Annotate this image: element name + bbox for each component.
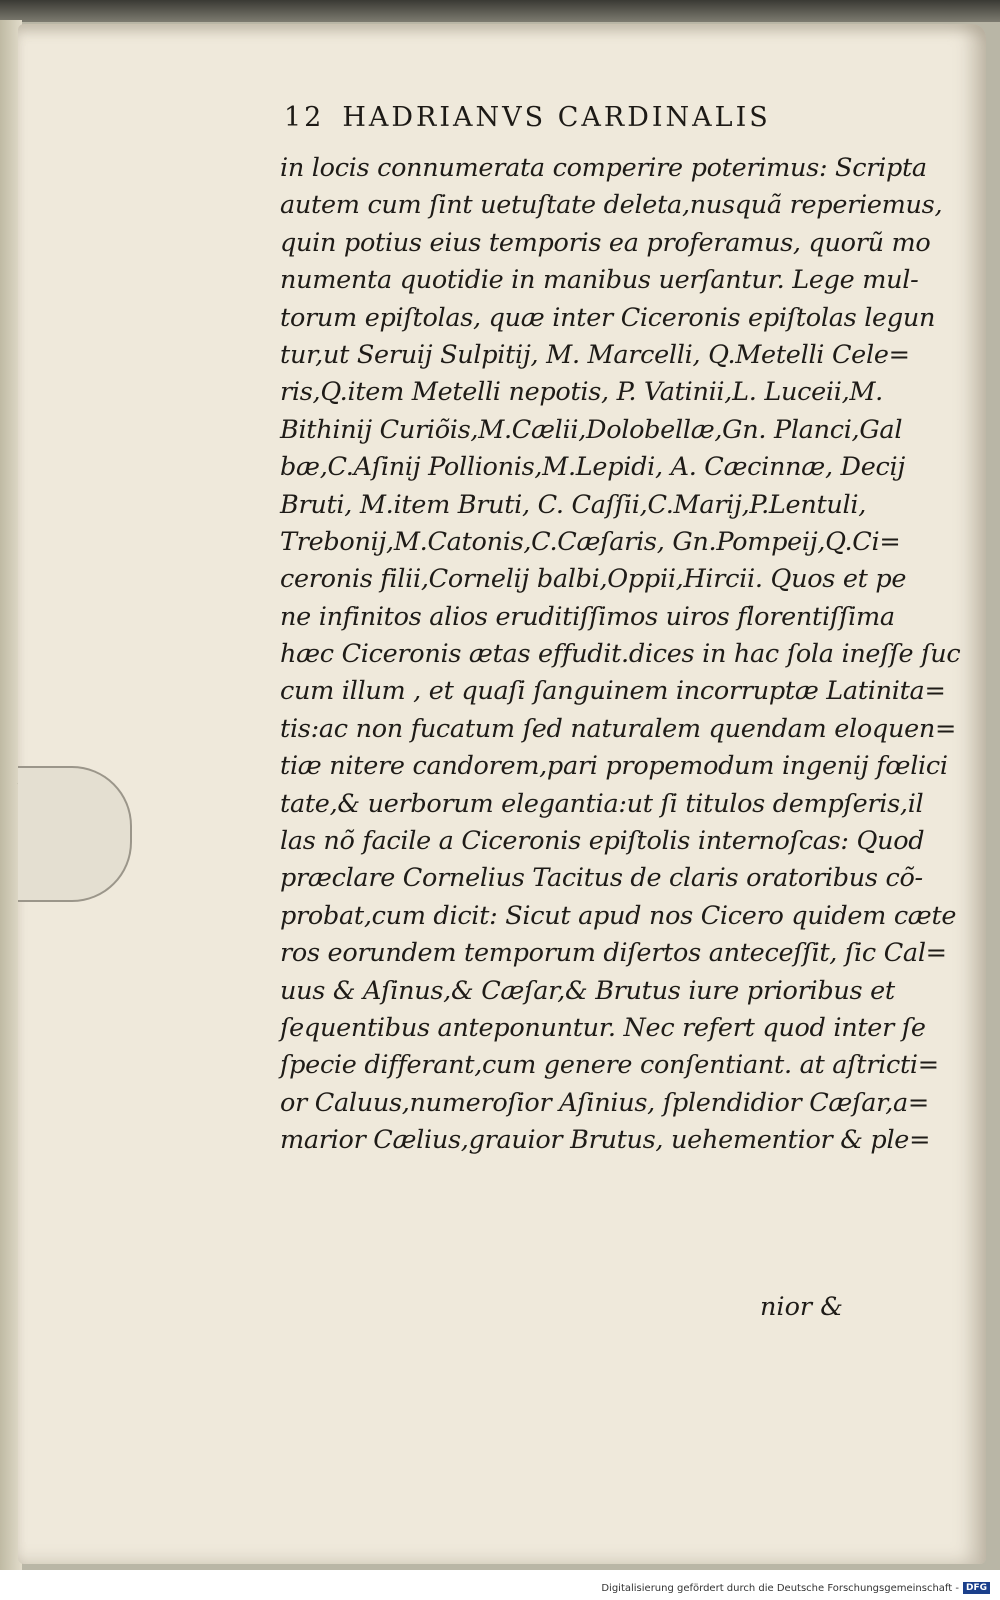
text-line: tate,& uerborum elegantia:ut ſi titulos dempſeris,il [280, 788, 924, 819]
text-line: or Caluus,numeroſior Aſinius, ſplendidior Cæſar,a= [280, 1087, 929, 1118]
text-line: ſpecie differant,cum genere conſentiant. at aſtricti= [280, 1050, 939, 1081]
text-line: præclare Cornelius Tacitus de claris oratoribus cõ- [280, 863, 923, 894]
digitization-credit [601, 1582, 990, 1594]
text-line: tiæ nitere candorem,pari propemodum ingenij fœlici [280, 751, 948, 782]
text-line: ne infinitos alios eruditiſſimos uiros florentiſſima [280, 601, 895, 632]
body-text [280, 150, 961, 1160]
text-line: Bithinij Curiõis,M.Cælii,Dolobellæ,Gn. Planci,Gal [280, 414, 903, 445]
text-line: hæc Ciceronis ætas effudit.dices in hac ſola ineſſe ſuc [280, 639, 961, 670]
text-line: quin potius eius temporis ea proferamus, quorũ mo [280, 227, 931, 258]
running-head [284, 102, 904, 142]
text-line: autem cum ſint uetuſtate deleta,nusquã reperiemus, [280, 190, 943, 221]
text-line: probat,cum dicit: Sicut apud nos Cicero quidem cæte [280, 900, 957, 931]
text-line: tur,ut Seruij Sulpitij, M. Marcelli, Q.Metelli Cele= [280, 339, 910, 370]
text-line: marior Cælius,grauior Brutus, uehementior & ple= [280, 1125, 931, 1156]
text-line: torum epiſtolas, quæ inter Ciceronis epiſtolas legun [280, 302, 936, 333]
page-number: 12 [284, 102, 325, 133]
text-line: uus & Aſinus,& Cæſar,& Brutus iure prioribus et [280, 975, 895, 1006]
text-line: numenta quotidie in manibus uerſantur. Lege mul- [280, 265, 919, 296]
text-line: ceronis filii,Cornelij balbi,Oppii,Hircii. Quos et pe [280, 564, 907, 595]
catchword: nior & [760, 1292, 843, 1322]
scan-top-edge [0, 0, 1000, 22]
credit-text: Digitalisierung gefördert durch die Deutsche Forschungsgemeinschaft - [601, 1582, 959, 1594]
text-line: ris,Q.item Metelli nepotis, P. Vatinii,L. Luceii,M. [280, 377, 883, 408]
text-line: Trebonij,M.Catonis,C.Cæſaris, Gn.Pompeij,Q.Ci= [280, 526, 901, 557]
text-line: ros eorundem temporum diſertos anteceſſit, ſic Cal= [280, 938, 947, 969]
text-line: las nõ facile a Ciceronis epiſtolis internoſcas: Quod [280, 826, 925, 857]
dfg-logo: DFG [963, 1582, 990, 1594]
text-line: ſequentibus anteponuntur. Nec refert quod inter ſe [280, 1012, 926, 1043]
text-line: tis:ac non fucatum ſed naturalem quendam eloquen= [280, 713, 957, 744]
text-line: in locis connumerata comperire poterimus: Scripta [280, 153, 927, 183]
text-line: cum illum , et quaſi ſanguinem incorruptæ Latinita= [280, 676, 946, 707]
text-line: bæ,C.Aſinij Pollionis,M.Lepidi, A. Cæcinnæ, Decij [280, 452, 905, 483]
text-line: Bruti, M.item Bruti, C. Caſſii,C.Marij,P.Lentuli, [280, 489, 867, 520]
running-head-title: HADRIANVS CARDINALIS [342, 102, 771, 133]
bookmark-tab [18, 766, 132, 902]
